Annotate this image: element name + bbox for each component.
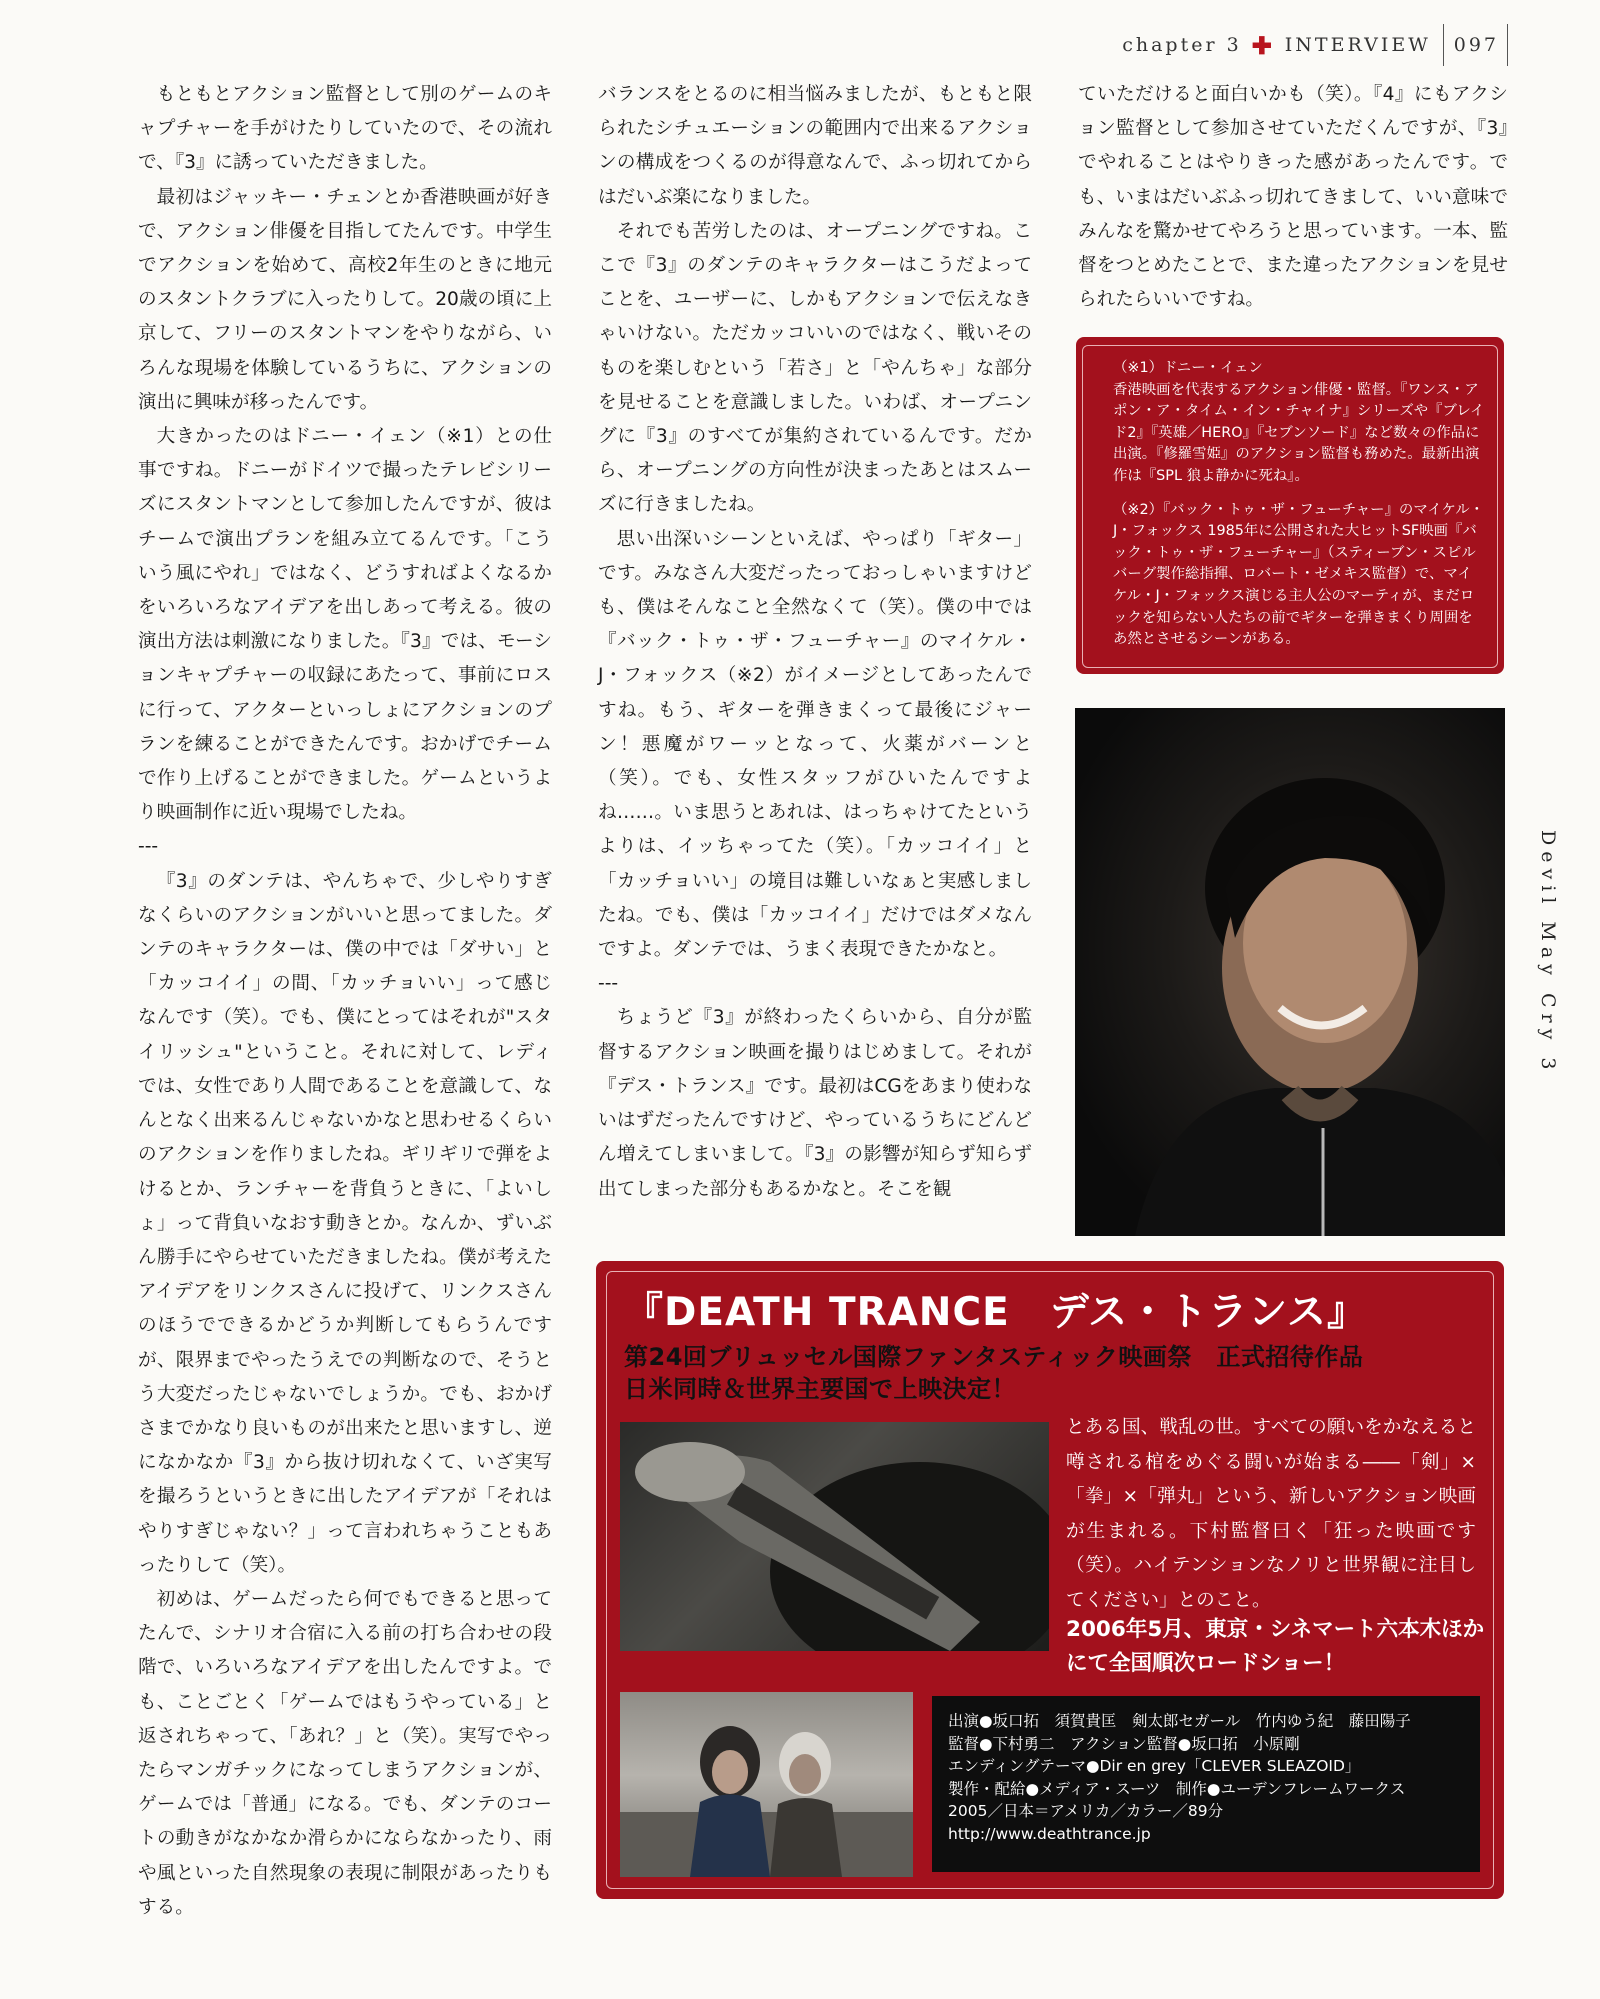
- movie-still-1: [620, 1422, 1049, 1651]
- cross-icon: ✚: [1251, 30, 1275, 60]
- article-column-1: [138, 78, 552, 1925]
- movie-synopsis: とある国、戦乱の世。すべての願いをかなえると噂される棺をめぐる闘いが始まる――「剣」×「拳」×「弾丸」という、新しいアクション映画が生まれる。下村監督曰く「狂った映画です（笑）。ハイテンションなノリと世界観に注目してください」とのこと。: [1066, 1417, 1476, 1611]
- interviewee-photo: [1075, 708, 1505, 1236]
- footnote-body: 香港映画を代表するアクション俳優・監督。『ワンス・アポン・ア・タイム・イン・チャイナ』シリーズや『ブレイド2』『英雄／HERO』『セブンソード』など数々の作品に出演。『修羅雪姫』のアクション監督も務めた。最新出演作は『SPL 狼よ静かに死ね』。: [1113, 381, 1485, 484]
- footnote-2: [1113, 500, 1485, 651]
- paragraph: 最初はジャッキー・チェンとか香港映画が好きで、アクション俳優を目指してたんです。中学生でアクションを始めて、高校2年生のときに地元のスタントクラブに入ったりして。20歳の頃に上京して、フリーのスタントマンをやりながら、いろんな現場を体験しているうちに、アクションの演出に興味が移ったんです。: [138, 186, 552, 413]
- article-column-3: [1078, 78, 1508, 317]
- paragraph: ちょうど『3』が終わったくらいから、自分が監督するアクション映画を撮りはじめまして。それが『デス・トランス』です。最初はCGをあまり使わないはずだったんですけど、やっているうちにどんどん増えてしまいまして。『3』の影響が知らず知らず出てしまった部分もあるかなと。そこを観: [598, 1007, 1032, 1200]
- paragraph: もともとアクション監督として別のゲームのキャプチャーを手がけたりしていたので、その流れで、『3』に誘っていただきました。: [138, 84, 552, 174]
- chapter-label: chapter 3: [1122, 34, 1242, 56]
- footnote-1: [1113, 358, 1485, 488]
- credit-line: 出演●坂口拓 須賀貴匡 剣太郎セガール 竹内ゆう紀 藤田陽子: [948, 1712, 1411, 1730]
- credit-line: 監督●下村勇二 アクション監督●坂口拓 小原剛: [948, 1734, 1300, 1753]
- section-separator: ---: [598, 973, 619, 995]
- movie-credits: [932, 1696, 1480, 1872]
- paragraph: 大きかったのはドニー・イェン（※1）との仕事ですね。ドニーがドイツで撮ったテレビシリーズにスタントマンとして参加したんですが、彼はチームで演出プランを組み立てるんです。「こういう風にやれ」ではなく、どうすればよくなるかをいろいろなアイデアを出しあって考える。彼の演出方法は刺激になりました。『3』では、モーションキャプチャーの収録にあたって、事前にロスに行って、アクターといっしょにアクションのプランを練ることができたんです。おかげでチームで作り上げることができました。ゲームというより映画制作に近い現場でしたね。: [138, 426, 552, 824]
- credit-line: 製作・配給●メディア・スーツ 制作●ユーデンフレームワークス: [948, 1779, 1406, 1798]
- footnote-title: （※1）ドニー・イェン: [1113, 360, 1263, 376]
- section-separator: ---: [138, 836, 159, 858]
- movie-subtitle: 日米同時＆世界主要国で上映決定！: [624, 1375, 1016, 1403]
- movie-subtitle: 第24回ブリュッセル国際ファンタスティック映画祭 正式招待作品: [624, 1343, 1364, 1371]
- footnote-body: 1985年に公開された大ヒットSF映画『バック・トゥ・ザ・フューチャー』（スティーブン・スピルバーグ製作総指揮、ロバート・ゼメキス監督）で、マイケル・J・フォックス演じる主人公のマーティが、まだロックを知らない人たちの前でギターを弾きまくり周囲をあ然とさせるシーンがある。: [1113, 523, 1477, 648]
- movie-url[interactable]: http://www.deathtrance.jp: [948, 1824, 1151, 1843]
- still-illustration: [620, 1692, 913, 1877]
- movie-still-2: [620, 1692, 913, 1877]
- paragraph: バランスをとるのに相当悩みましたが、もともと限られたシチュエーションの範囲内で出来るアクションの構成をつくるのが得意なんで、ふっ切れてからはだいぶ楽になりました。: [598, 84, 1032, 208]
- page-header: [1122, 24, 1508, 66]
- magazine-side-title: Devil May Cry 3: [1537, 830, 1559, 1076]
- still-illustration: [620, 1422, 1049, 1651]
- paragraph: 初めは、ゲームだったら何でもできると思ってたんで、シナリオ合宿に入る前の打ち合わせの段階で、いろいろなアイデアを出したんですよ。でも、ことごとく「ゲームではもうやっている」と返されちゃって、「あれ？」と（笑）。実写でやったらマンガチックになってしまうアクションが、ゲームでは「普通」になる。でも、ダンテのコートの動きがなかなか滑らかにならなかったり、雨や風といった自然現象の表現に制限があったりもする。: [138, 1588, 552, 1918]
- portrait-illustration: [1075, 708, 1505, 1236]
- paragraph: ていただけると面白いかも（笑）。『4』にもアクション監督として参加させていただくんですが、『3』でやれることはやりきった感があったんです。でも、いまはだいぶふっ切れてきまして、いい意味でみんなを驚かせてやろうと思っています。一本、監督をつとめたことで、また違ったアクションを見せられたらいいですね。: [1078, 84, 1508, 311]
- movie-promo-box: [596, 1261, 1504, 1899]
- footnote-title: （※2）『バック・トゥ・ザ・フューチャー』のマイケル・J・フォックス: [1113, 501, 1484, 540]
- footnotes-box: [1076, 337, 1504, 674]
- header-divider: [1443, 24, 1444, 66]
- movie-title: 『DEATH TRANCE デス・トランス』: [624, 1290, 1367, 1335]
- paragraph: それでも苦労したのは、オープニングですね。ここで『3』のダンテのキャラクターはこうだよってことを、ユーザーに、しかもアクションで伝えなきゃいけない。ただカッコいいのではなく、戦いそのものを楽しむという「若さ」と「やんちゃ」な部分を見せることを意識しました。いわば、オープニングに『3』のすべてが集約されているんです。だから、オープニングの方向性が決まったあとはスムーズに行きましたね。: [598, 220, 1032, 516]
- credit-line: エンディングテーマ●Dir en grey「CLEVER SLEAZOID」: [948, 1757, 1361, 1776]
- paragraph: 『3』のダンテは、やんちゃで、少しやりすぎなくらいのアクションがいいと思ってました。ダンテのキャラクターは、僕の中では「ダサい」と「カッコイイ」の間、「カッチョいい」って感じなんです（笑）。でも、僕にとってはそれが"スタイリッシュ"ということ。それに対して、レディでは、女性であり人間であることを意識して、なんとなく出来るんじゃないかなと思わせるくらいのアクションを作りましたね。ギリギリで弾をよけるとか、ランチャーを背負うときに、「よいしょ」って背負いなおす動きとか。なんか、ずいぶん勝手にやらせていただきましたね。僕が考えたアイデアをリンクスさんに投げて、リンクスさんのほうでできるかどうか判断してもらうんですが、限界までやったうえでの判断なので、そうとう大変だったじゃないでしょうか。でも、おかげさまでかなり良いものが出来たと思いますし、逆になかなか『3』から抜け切れなくて、いざ実写を撮ろうというときに出したアイデアが「それはやりすぎじゃない？」って言われちゃうこともあったりして（笑）。: [138, 870, 552, 1576]
- header-divider: [1507, 24, 1508, 66]
- section-label: INTERVIEW: [1284, 34, 1431, 56]
- page-number: 097: [1453, 34, 1499, 56]
- article-column-2: [598, 78, 1032, 1207]
- paragraph: 思い出深いシーンといえば、やっぱり「ギター」です。みなさん大変だったっておっしゃいますけども、僕はそんなこと全然なくて（笑）。僕の中では『バック・トゥ・ザ・フューチャー』のマイケル・J・フォックス（※2）がイメージとしてあったんですね。もう、ギターを弾きまくって最後にジャーン！悪魔がワーッとなって、火薬がバーンと（笑）。でも、女性スタッフがひいたんですよね……。いま思うとあれは、はっちゃけてたというよりは、イッちゃってた（笑）。「カッコイイ」と「カッチョいい」の境目は難しいなぁと実感しましたね。でも、僕は「カッコイイ」だけではダメなんですよ。ダンテでは、うまく表現できたかなと。: [598, 528, 1032, 961]
- movie-release-info: 2006年5月、東京・シネマート六本木ほかにて全国順次ロードショー！: [1066, 1617, 1485, 1676]
- credit-line: 2005／日本＝アメリカ／カラー／89分: [948, 1802, 1224, 1821]
